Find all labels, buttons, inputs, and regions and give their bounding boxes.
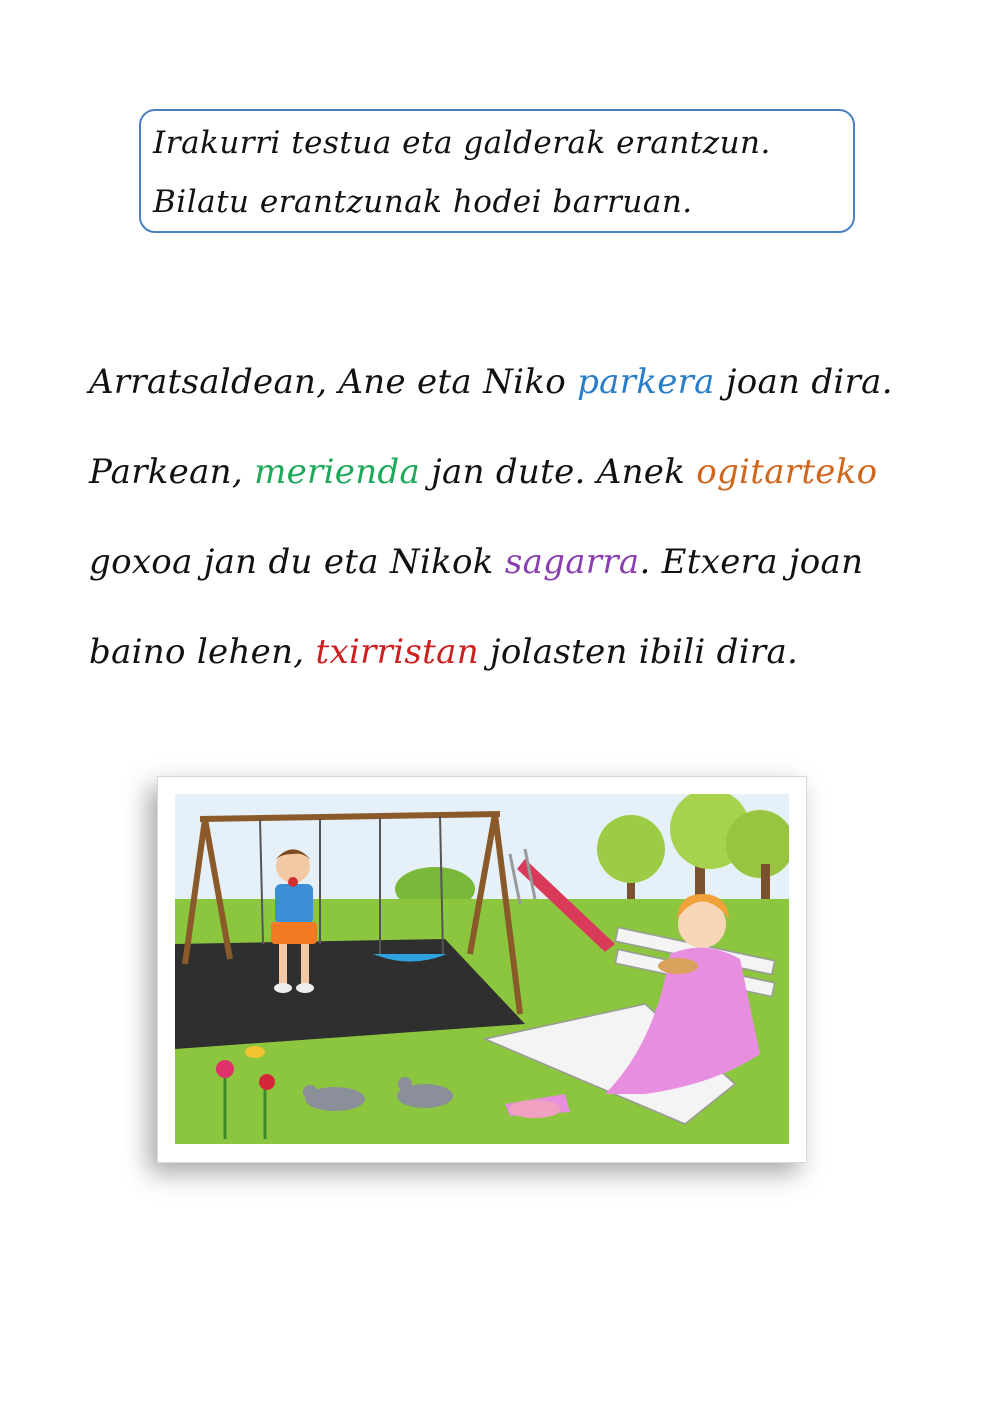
story-line-2 <box>89 452 877 492</box>
story-text-segment: baino lehen, <box>89 632 316 672</box>
story-text-segment: jolasten ibili dira. <box>478 632 799 672</box>
highlight-parkera: parkera <box>577 362 715 402</box>
instruction-line-2: Bilatu erantzunak hodei barruan. <box>153 184 693 220</box>
story-text-segment: joan dira. <box>714 362 893 402</box>
highlight-sagarra: sagarra <box>504 542 640 582</box>
highlight-ogitarteko: ogitarteko <box>696 452 878 492</box>
instructions-box <box>139 109 855 233</box>
story-line-1 <box>89 362 893 402</box>
instruction-line-1: Irakurri testua eta galderak erantzun. <box>153 125 771 161</box>
highlight-merienda: merienda <box>254 452 421 492</box>
highlight-txirristan: txirristan <box>315 632 479 672</box>
story-text-segment: . Etxera joan <box>639 542 864 582</box>
story-line-4 <box>89 632 798 672</box>
story-text-segment: Arratsaldean, Ane eta Niko <box>89 362 578 402</box>
story-text-segment: jan dute. Anek <box>420 452 697 492</box>
park-illustration <box>175 794 789 1144</box>
story-text-segment: goxoa jan du eta Nikok <box>89 542 505 582</box>
story-line-3 <box>89 542 863 582</box>
park-illustration-frame <box>157 776 807 1163</box>
story-text-segment: Parkean, <box>89 452 255 492</box>
